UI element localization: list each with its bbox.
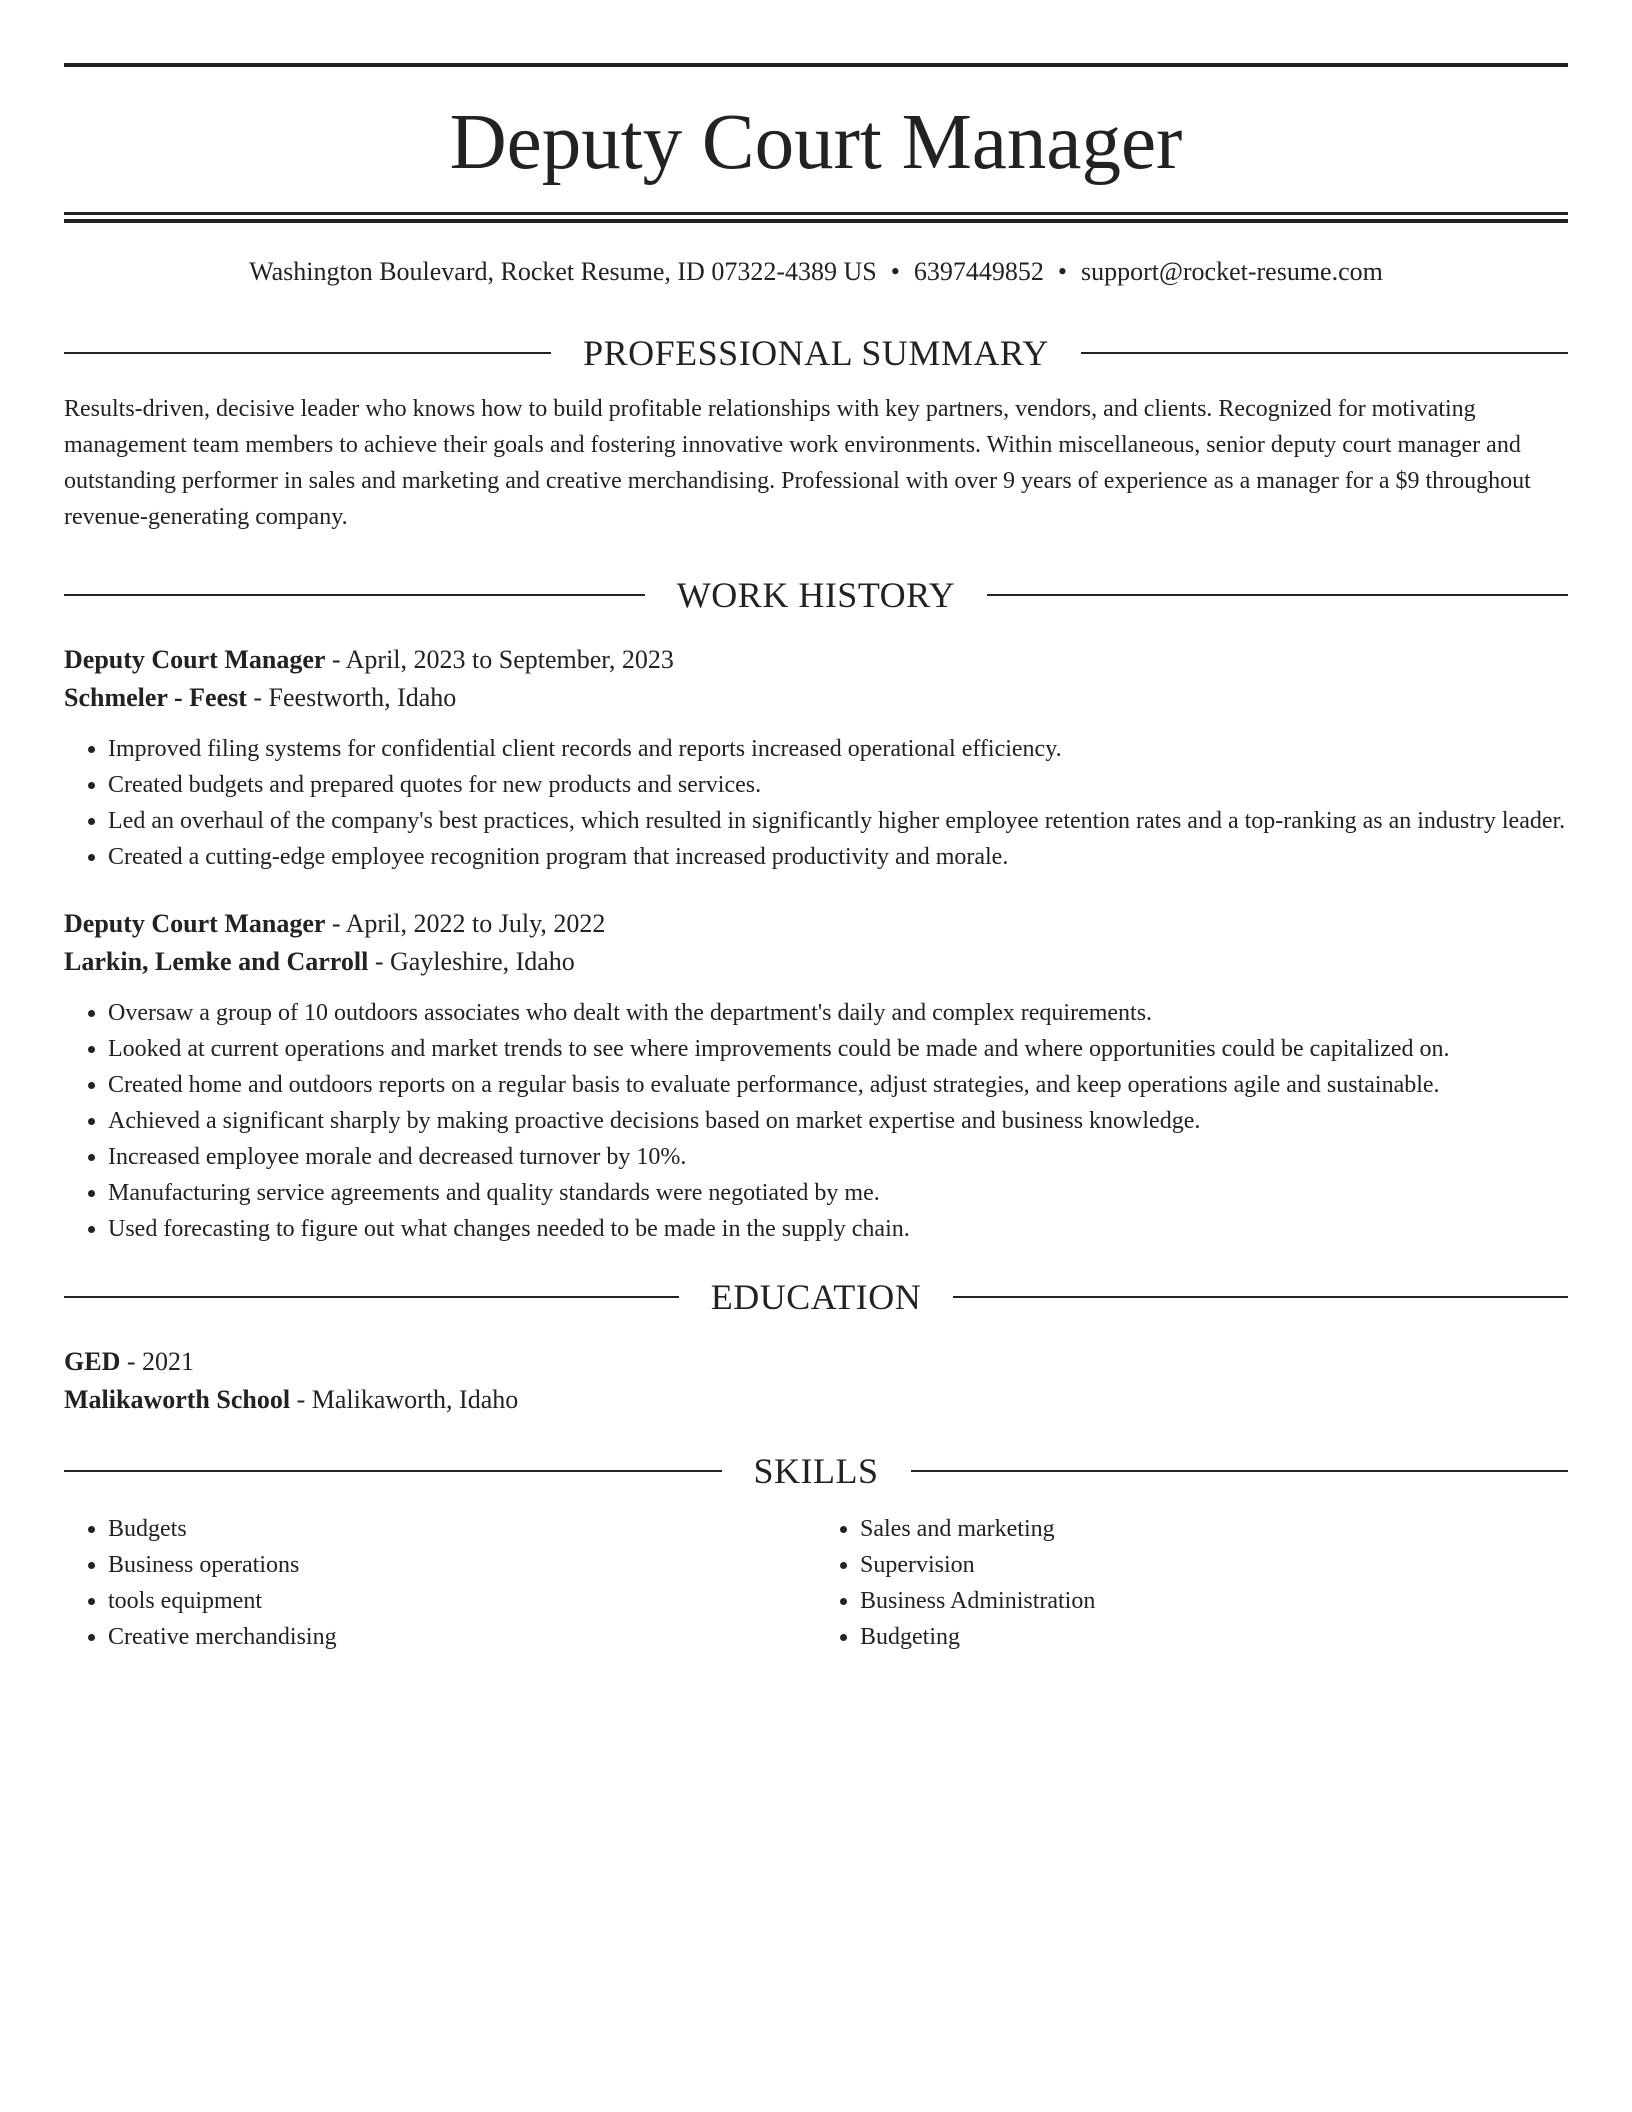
education-school-line [64, 1381, 1568, 1419]
job-title-line [64, 641, 1568, 679]
list-item: • Looked at current operations and market trends to see where improvements could be made and where opportunities could be capitalized on. [108, 1031, 1568, 1067]
section-header-summary [64, 333, 1568, 373]
list-item: • Increased employee morale and decreased turnover by 10%. [108, 1139, 1568, 1175]
job-title: Deputy Court Manager [64, 909, 326, 938]
skill-item: • Business Administration [860, 1583, 1568, 1619]
section-title-education: EDUCATION [710, 1277, 922, 1317]
section-rule [64, 1470, 722, 1472]
skill-item: • Creative merchandising [108, 1619, 816, 1655]
section-rule [64, 352, 551, 354]
contact-separator: • [890, 257, 900, 286]
section-rule [911, 1470, 1569, 1472]
contact-email: support@rocket-resume.com [1080, 257, 1383, 286]
education-entry [64, 1343, 1568, 1419]
section-rule [987, 594, 1568, 596]
skill-item: • Sales and marketing [860, 1511, 1568, 1547]
section-rule [953, 1296, 1568, 1298]
job-dates: - April, 2022 to July, 2022 [325, 909, 606, 938]
contact-address: Washington Boulevard, Rocket Resume, ID 07322-4389 US [249, 257, 877, 286]
education-year: - 2021 [120, 1347, 195, 1376]
skill-item: • Budgets [108, 1511, 816, 1547]
skills-column-left [64, 1511, 816, 1655]
education-location: - Malikaworth, Idaho [290, 1385, 519, 1414]
list-item: • Led an overhaul of the company's best practices, which resulted in significantly higher employee retention rates and a top-ranking as an industry leader. [108, 803, 1568, 839]
list-item: • Manufacturing service agreements and quality standards were negotiated by me. [108, 1175, 1568, 1211]
skill-item: • Supervision [860, 1547, 1568, 1583]
section-header-work [64, 575, 1568, 615]
contact-line [64, 256, 1568, 288]
section-header-skills [64, 1451, 1568, 1491]
section-title-work: WORK HISTORY [676, 575, 956, 615]
section-title-summary: PROFESSIONAL SUMMARY [583, 333, 1049, 373]
job-company: Schmeler - Feest [64, 683, 247, 712]
skill-item: • Budgeting [860, 1619, 1568, 1655]
job-location: - Feestworth, Idaho [246, 683, 457, 712]
section-rule [64, 1296, 679, 1298]
education-degree-line [64, 1343, 1568, 1381]
skill-item: • Business operations [108, 1547, 816, 1583]
education-school: Malikaworth School [64, 1385, 291, 1414]
section-header-education [64, 1277, 1568, 1317]
summary-text: Results-driven, decisive leader who knows how to build profitable relationships with key partners, vendors, and clients. Recognized for motivating management team members to achieve their goals and fostering innovative work environments. Within miscellaneous, senior deputy court manager and outstanding performer in sales and marketing and creative merchandising. Professional with over 9 years of experience as a manager for a $9 throughout revenue-generating company. [64, 396, 1531, 530]
job-title-line [64, 905, 1568, 943]
job-bullets [64, 995, 1568, 1247]
job-bullets [64, 731, 1568, 875]
contact-separator: • [1057, 257, 1067, 286]
job-location: - Gayleshire, Idaho [368, 947, 575, 976]
contact-phone: 6397449852 [913, 257, 1044, 286]
job-title: Deputy Court Manager [64, 645, 326, 674]
job-entry [64, 641, 1568, 875]
job-company: Larkin, Lemke and Carroll [64, 947, 369, 976]
resume-title: Deputy Court Manager [449, 99, 1183, 186]
section-title-skills: SKILLS [753, 1451, 879, 1491]
list-item: • Oversaw a group of 10 outdoors associates who dealt with the department's daily and complex requirements. [108, 995, 1568, 1031]
skills-grid [64, 1511, 1568, 1655]
job-dates: - April, 2023 to September, 2023 [325, 645, 674, 674]
job-company-line [64, 679, 1568, 717]
list-item: • Created a cutting-edge employee recognition program that increased productivity and morale. [108, 839, 1568, 875]
section-rule [64, 594, 645, 596]
top-rule [64, 63, 1568, 67]
list-item: • Improved filing systems for confidential client records and reports increased operational efficiency. [108, 731, 1568, 767]
list-item: • Created home and outdoors reports on a regular basis to evaluate performance, adjust strategies, and keep operations agile and sustainable. [108, 1067, 1568, 1103]
section-rule [1081, 352, 1568, 354]
list-item: • Used forecasting to figure out what changes needed to be made in the supply chain. [108, 1211, 1568, 1247]
education-degree: GED [64, 1347, 121, 1376]
double-rule [64, 212, 1568, 223]
skill-item: • tools equipment [108, 1583, 816, 1619]
work-history-list [64, 641, 1568, 1247]
job-company-line [64, 943, 1568, 981]
job-entry [64, 905, 1568, 1247]
list-item: • Achieved a significant sharply by making proactive decisions based on market expertise and business knowledge. [108, 1103, 1568, 1139]
skills-column-right [816, 1511, 1568, 1655]
list-item: • Created budgets and prepared quotes for new products and services. [108, 767, 1568, 803]
